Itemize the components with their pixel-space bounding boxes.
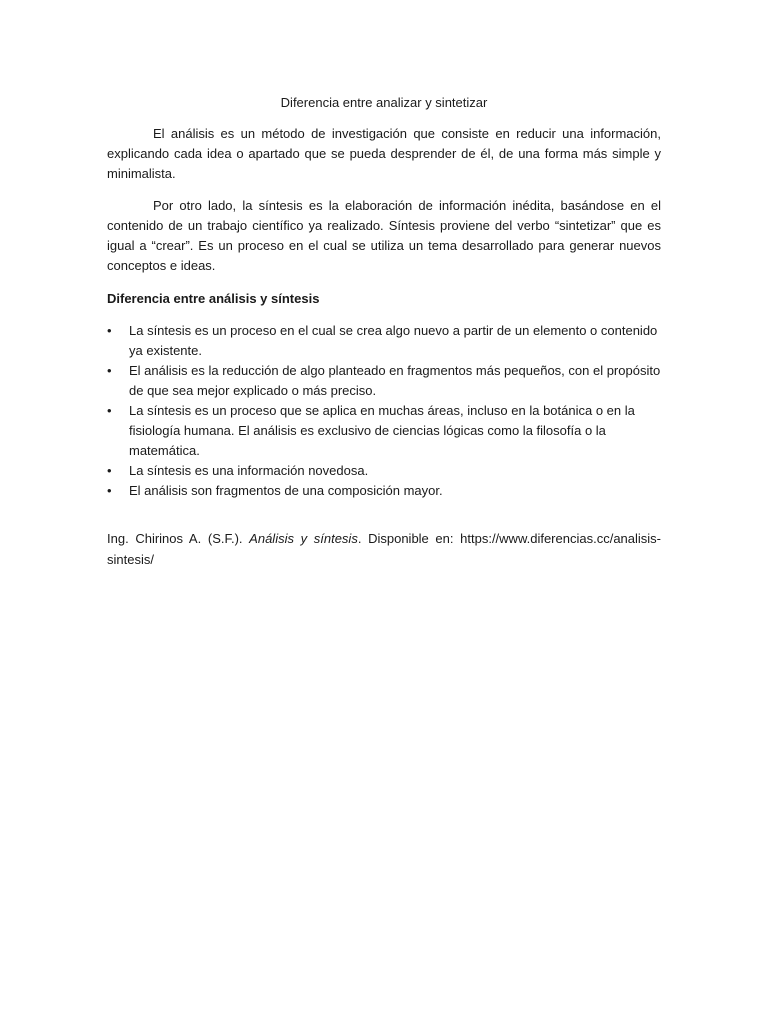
reference-author: Ing. Chirinos A. (S.F.). [107, 531, 250, 546]
list-item [107, 321, 663, 361]
bullet-icon: • [107, 403, 112, 418]
list-item [107, 461, 663, 481]
paragraph-analisis: El análisis es un método de investigación que consiste en reducir una información, explicando cada idea o apartado que se pueda desprender de él, de una forma más simple y minimalista. [107, 126, 661, 181]
reference-source: . Disponible en: https://www.diferencias.cc/analisis-sintesis/ [107, 531, 661, 567]
bullet-icon: • [107, 483, 112, 498]
section-subtitle: Diferencia entre análisis y síntesis [107, 291, 320, 306]
bullet-icon: • [107, 323, 112, 338]
list-item [107, 481, 663, 501]
list-item-text: La síntesis es un proceso que se aplica en muchas áreas, incluso en la botánica o en la fisiología humana. El análisis es exclusivo de ciencias lógicas como la filosofía o la matemática. [129, 403, 635, 458]
bullet-list [107, 321, 663, 501]
list-item-text: El análisis es la reducción de algo planteado en fragmentos más pequeños, con el propósito de que sea mejor explicado o más preciso. [129, 363, 661, 398]
paragraph-sintesis: Por otro lado, la síntesis es la elaboración de información inédita, basándose en el contenido de un trabajo científico ya realizado. Síntesis proviene del verbo “sintetizar” que es igual a “crear”. Es un proceso en el cual se utiliza un tema desarrollado para generar nuevos conceptos e ideas. [107, 198, 661, 273]
list-item [107, 361, 663, 401]
bullet-icon: • [107, 463, 112, 478]
list-item-text: La síntesis es una información novedosa. [129, 463, 369, 478]
list-item-text: El análisis son fragmentos de una composición mayor. [129, 483, 443, 498]
bullet-icon: • [107, 363, 112, 378]
bibliographic-reference [107, 528, 661, 570]
list-item-text: La síntesis es un proceso en el cual se crea algo nuevo a partir de un elemento o contenido ya existente. [129, 323, 658, 358]
reference-work-title: Análisis y síntesis [249, 531, 358, 546]
list-item [107, 401, 663, 461]
document-title: Diferencia entre analizar y sintetizar [280, 95, 488, 110]
